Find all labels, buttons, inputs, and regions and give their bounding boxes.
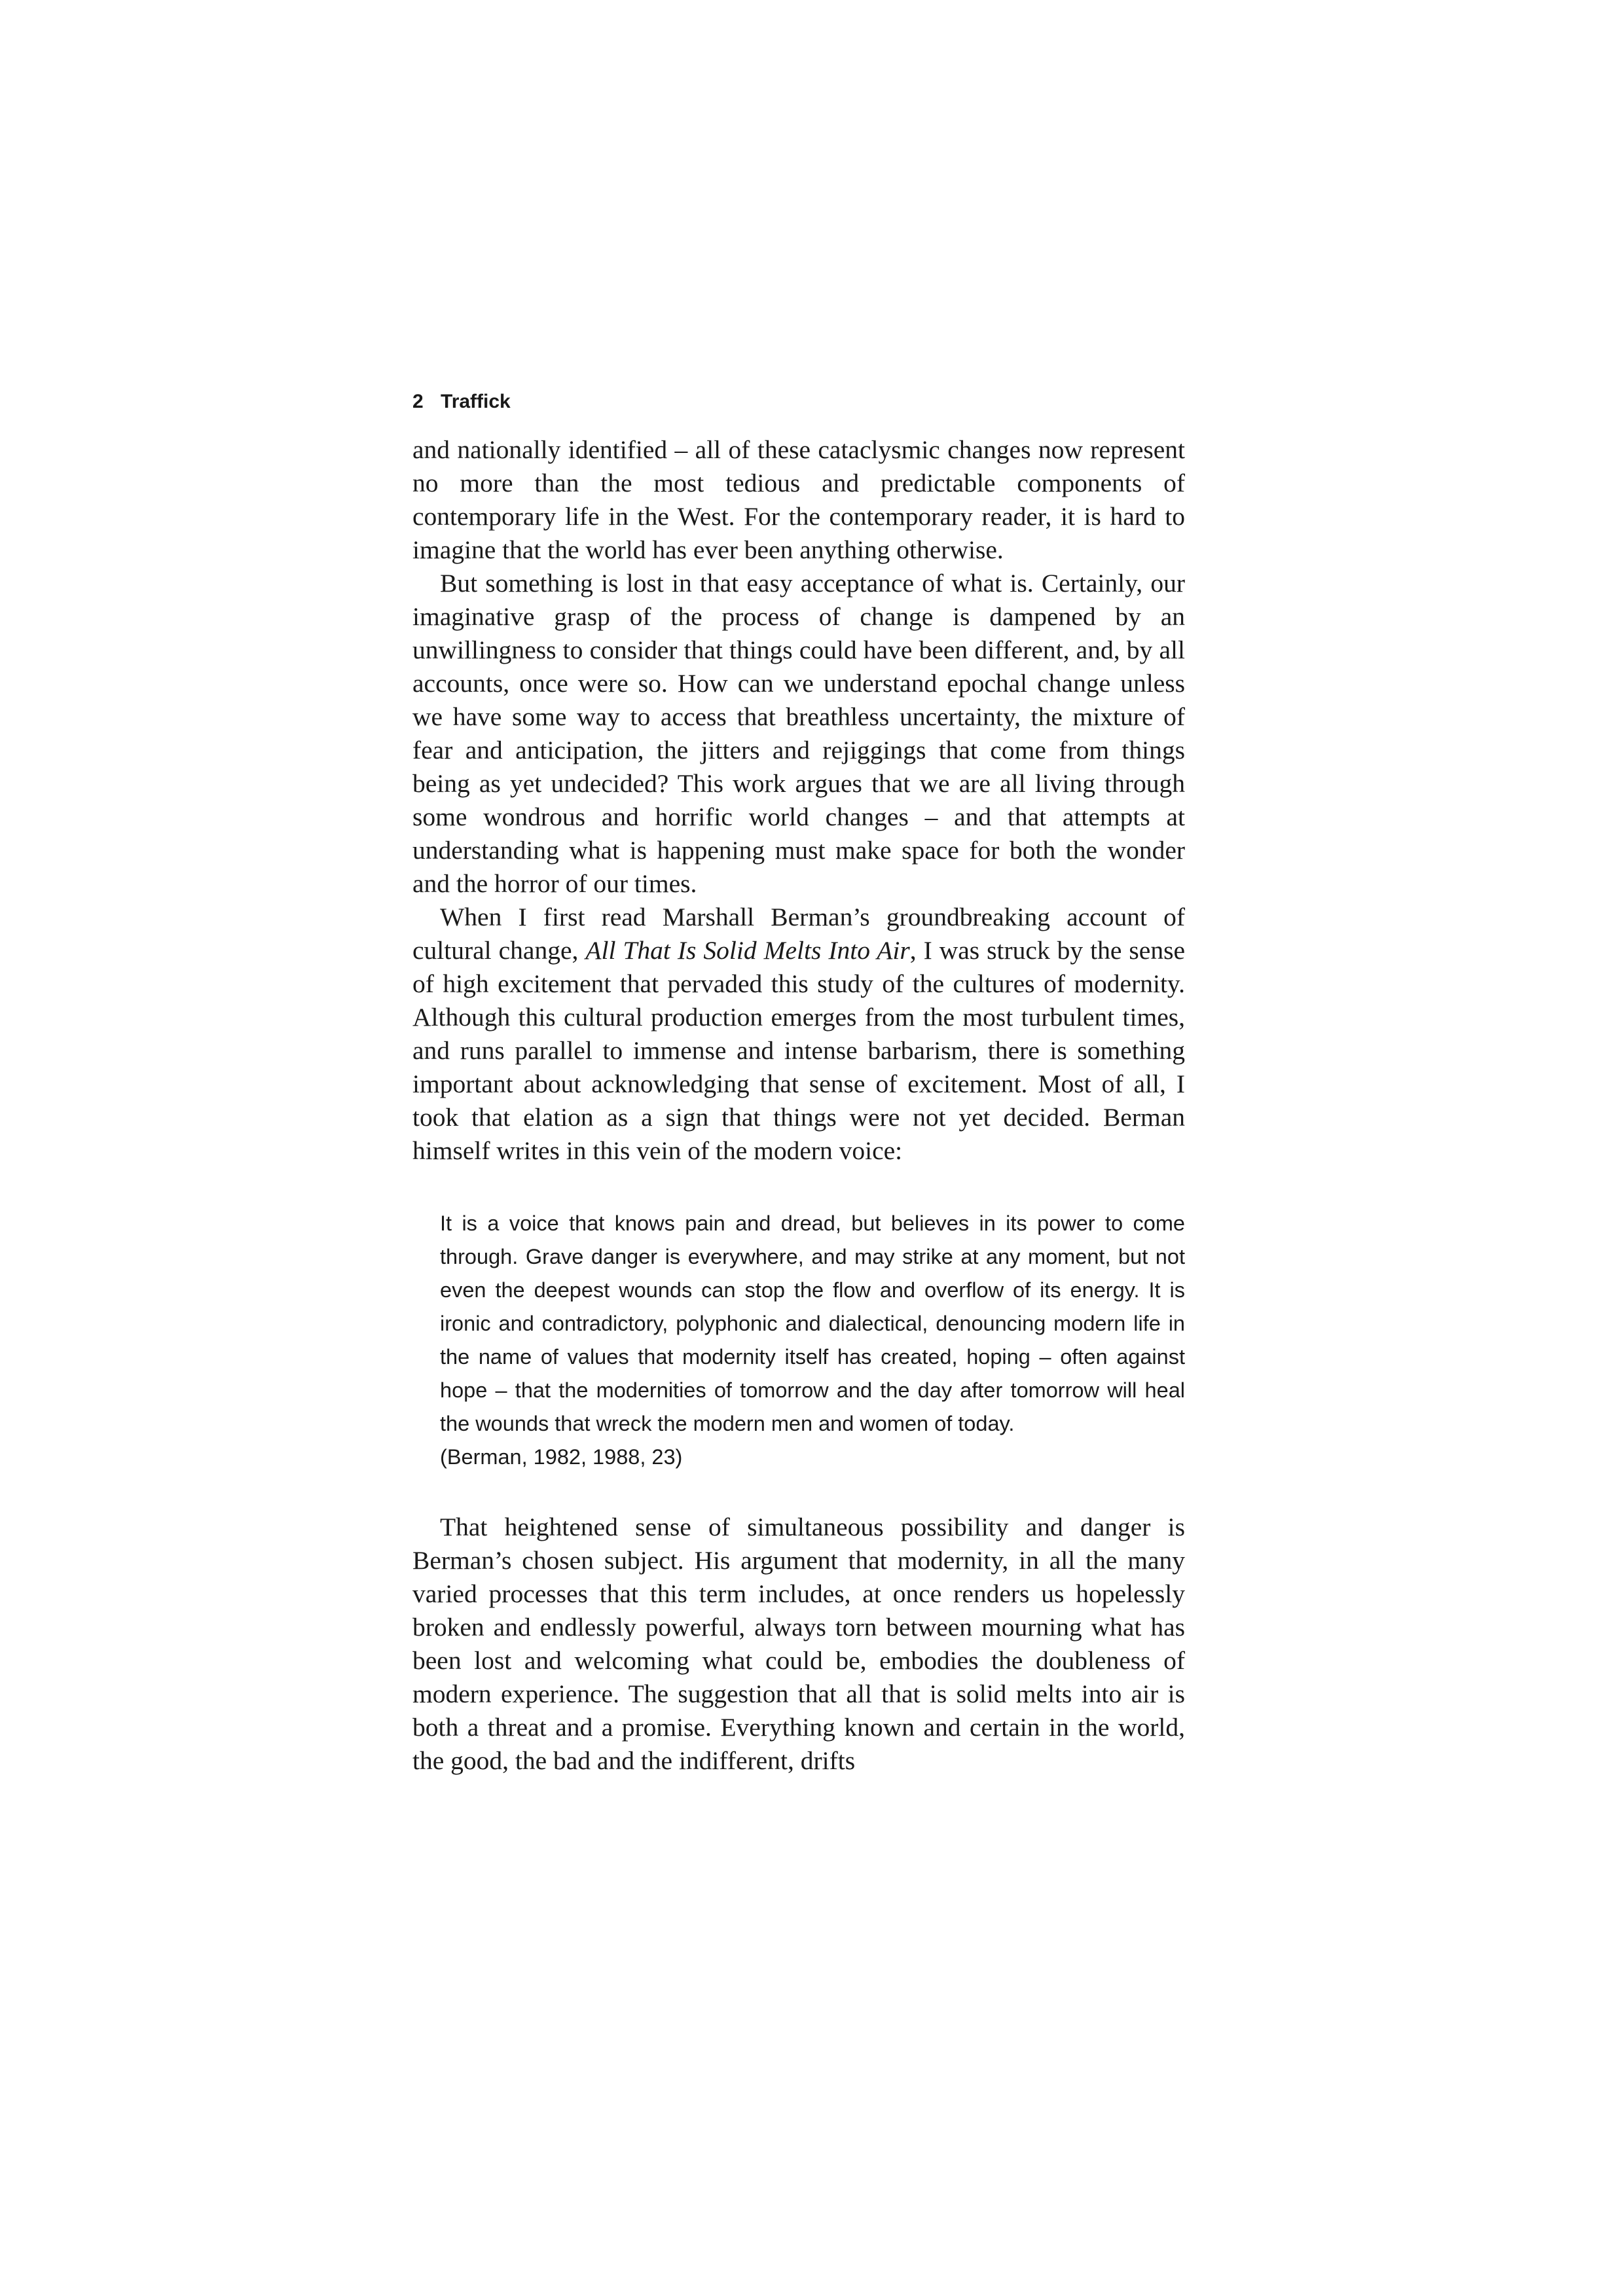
paragraph-berman-intro-end: , I was struck by the sense of high excitement that pervaded this study of the cultures of modernity. Although this cultural production emerges from the most turbulent times, and runs parallel to immense and intense barbarism, there is something important about acknowledging that sense of excitement. Most of all, I took that elation as a sign that things were not yet decided. Berman himself writes in this vein of the modern voice:: [412, 936, 1185, 1165]
block-quote-citation: (Berman, 1982, 1988, 23): [440, 1445, 683, 1469]
running-title: Traffick: [441, 391, 511, 412]
page-number: 2: [412, 391, 424, 412]
paragraph-berman-intro-start: When I first read Marshall Berman’s groundbreaking account of cultural change,: [412, 903, 1185, 965]
paragraph-continued: and nationally identified – all of these cataclysmic changes now represent no more than the most tedious and predictable components of contemporary life in the West. For the contemporary reader, it is hard to imagine that the world has ever been anything otherwise.: [412, 435, 1185, 564]
paragraph-doubleness: That heightened sense of simultaneous possibility and danger is Berman’s chosen subject. His argument that modernity, in all the many varied processes that this term includes, at once renders us hopelessly broken and endlessly powerful, always torn between mourning what has been lost and welcoming what could be, embodies the doubleness of modern experience. The suggestion that all that is solid melts into air is both a threat and a promise. Everything known and certain in the world, the good, the bad and the indifferent, drifts: [412, 1513, 1185, 1775]
book-page: [412, 390, 1185, 1778]
running-head: [412, 390, 1185, 414]
book-title-italic: All That Is Solid Melts Into Air: [585, 936, 910, 965]
block-quote: [440, 1207, 1185, 1474]
paragraph-berman-intro: [412, 901, 1185, 1168]
block-quote-text: It is a voice that knows pain and dread, but believes in its power to come through. Grave danger is everywhere, and may strike at any moment, but not even the deepest wounds can stop the flow and overflow of its energy. It is ironic and contradictory, polyphonic and dialectical, denouncing modern life in the name of values that modernity itself has created, hoping – often against hope – that the modernities of tomorrow and the day after tomorrow will heal the wounds that wreck the modern men and women of today.: [440, 1211, 1185, 1435]
paragraph-easy-acceptance: But something is lost in that easy acceptance of what is. Certainly, our imaginative grasp of the process of change is dampened by an unwillingness to consider that things could have been different, and, by all accounts, once were so. How can we understand epochal change unless we have some way to access that breathless uncertainty, the mixture of fear and anticipation, the jitters and rejiggings that come from things being as yet undecided? This work argues that we are all living through some wondrous and horrific world changes – and that attempts at understanding what is happening must make space for both the wonder and the horror of our times.: [412, 569, 1185, 898]
